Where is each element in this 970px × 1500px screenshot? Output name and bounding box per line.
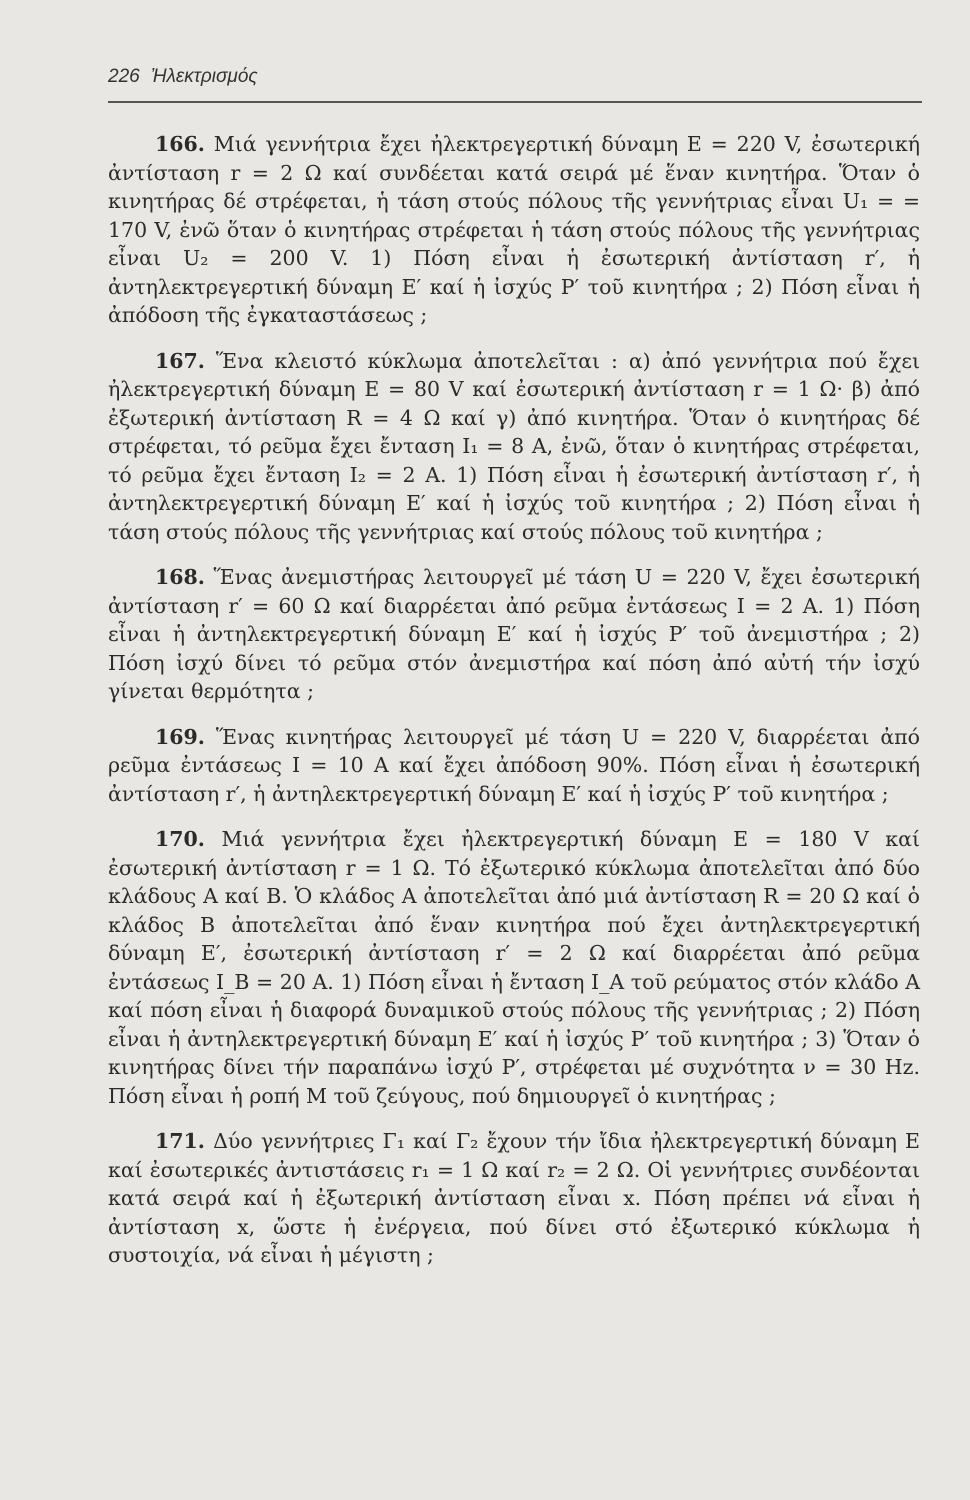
problem-text: Δύο γεννήτριες Γ₁ καί Γ₂ ἔχουν τήν ἴδια ἠλεκτρεγερτική δύναμη E καί ἐσωτερικές ἀντιστάσεις r₁ = 1 Ω καί r₂ = 2 Ω. Οἱ γεννήτριες συνδέονται κατά σειρά καί ἡ ἐξωτερική ἀντίσταση εἶναι x. Πόση πρέπει νά εἶναι ἡ ἀντίσταση x, ὥστε ἡ ἐνέργεια, πού δίνει στό ἐξωτερικό κύκλωμα ἡ συστοιχία, νά εἶναι ἡ μέγιστη ; [108, 1129, 920, 1267]
problem-168 [108, 563, 920, 706]
problem-number: 166. [155, 132, 205, 156]
problem-167 [108, 347, 920, 547]
running-title: Ἠλεκτρισμός [150, 66, 258, 87]
problem-169 [108, 723, 920, 809]
running-header [108, 66, 920, 100]
header-rule [108, 101, 922, 103]
problem-170 [108, 825, 920, 1110]
problem-list [108, 130, 920, 1287]
problem-text: Ἕνας ἀνεμιστήρας λειτουργεῖ μέ τάση U = 220 V, ἔχει ἐσωτερική ἀντίσταση r′ = 60 Ω καί διαρρέεται ἀπό ρεῦμα ἐντάσεως I = 2 A. 1) Πόση εἶναι ἡ ἀντηλεκτρεγερτική δύναμη E′ καί ἡ ἰσχύς P′ τοῦ ἀνεμιστήρα ; 2) Πόση ἰσχύ δίνει τό ρεῦμα στόν ἀνεμιστήρα καί πόση ἀπό αὐτή τήν ἰσχύ γίνεται θερμότητα ; [108, 565, 920, 703]
problem-number: 170. [155, 827, 205, 851]
problem-number: 171. [155, 1129, 205, 1153]
problem-text: Ἕνα κλειστό κύκλωμα ἀποτελεῖται : α) ἀπό γεννήτρια πού ἔχει ἠλεκτρεγερτική δύναμη E = 80 V καί ἐσωτερική ἀντίσταση r = 1 Ω· β) ἀπό ἐξωτερική ἀντίσταση R = 4 Ω καί γ) ἀπό κινητήρα. Ὅταν ὁ κινητήρας δέ στρέφεται, τό ρεῦμα ἔχει ἔνταση I₁ = 8 A, ἐνῶ, ὅταν ὁ κινητήρας στρέφεται, τό ρεῦμα ἔχει ἔνταση I₂ = 2 A. 1) Πόση εἶναι ἡ ἐσωτερική ἀντίσταση r′, ἡ ἀντηλεκτρεγερτική δύναμη E′ καί ἡ ἰσχύς τοῦ κινητήρα ; 2) Πόση εἶναι ἡ τάση στούς πόλους τῆς γεννήτριας καί στούς πόλους τοῦ κινητήρα ; [108, 348, 920, 544]
problem-number: 167. [155, 348, 205, 373]
problem-number: 168. [155, 565, 205, 589]
problem-171 [108, 1127, 920, 1270]
problem-text: Μιά γεννήτρια ἔχει ἠλεκτρεγερτική δύναμη E = 180 V καί ἐσωτερική ἀντίσταση r = 1 Ω. Τό ἐξωτερικό κύκλωμα ἀποτελεῖται ἀπό δύο κλάδους A καί B. Ὁ κλάδος A ἀποτελεῖται ἀπό μιά ἀντίσταση R = 20 Ω καί ὁ κλάδος B ἀποτελεῖται ἀπό ἕναν κινητήρα πού ἔχει ἀντηλεκτρεγερτική δύναμη E′, ἐσωτερική ἀντίσταση r′ = 2 Ω καί διαρρέεται ἀπό ρεῦμα ἐντάσεως I_B = 20 A. 1) Πόση εἶναι ἡ ἔνταση I_A τοῦ ρεύματος στόν κλάδο A καί πόση εἶναι ἡ διαφορά δυναμικοῦ στούς πόλους τῆς γεννήτριας ; 2) Πόση εἶναι ἡ ἀντηλεκτρεγερτική δύναμη E′ καί ἡ ἰσχύς P′ τοῦ κινητήρα ; 3) Ὅταν ὁ κινητήρας δίνει τήν παραπάνω ἰσχύ P′, στρέφεται μέ συχνότητα ν = 30 Hz. Πόση εἶναι ἡ ροπή M τοῦ ζεύγους, πού δημιουργεῖ ὁ κινητήρας ; [108, 827, 920, 1108]
problem-number: 169. [155, 724, 205, 749]
problem-text: Ἕνας κινητήρας λειτουργεῖ μέ τάση U = 220 V, διαρρέεται ἀπό ρεῦμα ἐντάσεως I = 10 A καί ἔχει ἀπόδοση 90%. Πόση εἶναι ἡ ἐσωτερική ἀντίσταση r′, ἡ ἀντηλεκτρεγερτική δύναμη E′ καί ἡ ἰσχύς P′ τοῦ κινητήρα ; [108, 724, 920, 806]
problem-166 [108, 130, 920, 330]
page-number: 226 [108, 66, 140, 87]
problem-text: Μιά γεννήτρια ἔχει ἠλεκτρεγερτική δύναμη E = 220 V, ἐσωτερική ἀντίσταση r = 2 Ω καί συνδέεται κατά σειρά μέ ἕναν κινητήρα. Ὅταν ὁ κινητήρας δέ στρέφεται, ἡ τάση στούς πόλους τῆς γεννήτριας εἶναι U₁ = = 170 V, ἐνῶ ὅταν ὁ κινητήρας στρέφεται ἡ τάση στούς πόλους τῆς γεννήτριας εἶναι U₂ = 200 V. 1) Πόση εἶναι ἡ ἐσωτερική ἀντίσταση r′, ἡ ἀντηλεκτρεγερτική δύναμη E′ καί ἡ ἰσχύς P′ τοῦ κινητήρα ; 2) Πόση εἶναι ἡ ἀπόδοση τῆς ἐγκαταστάσεως ; [108, 132, 920, 327]
